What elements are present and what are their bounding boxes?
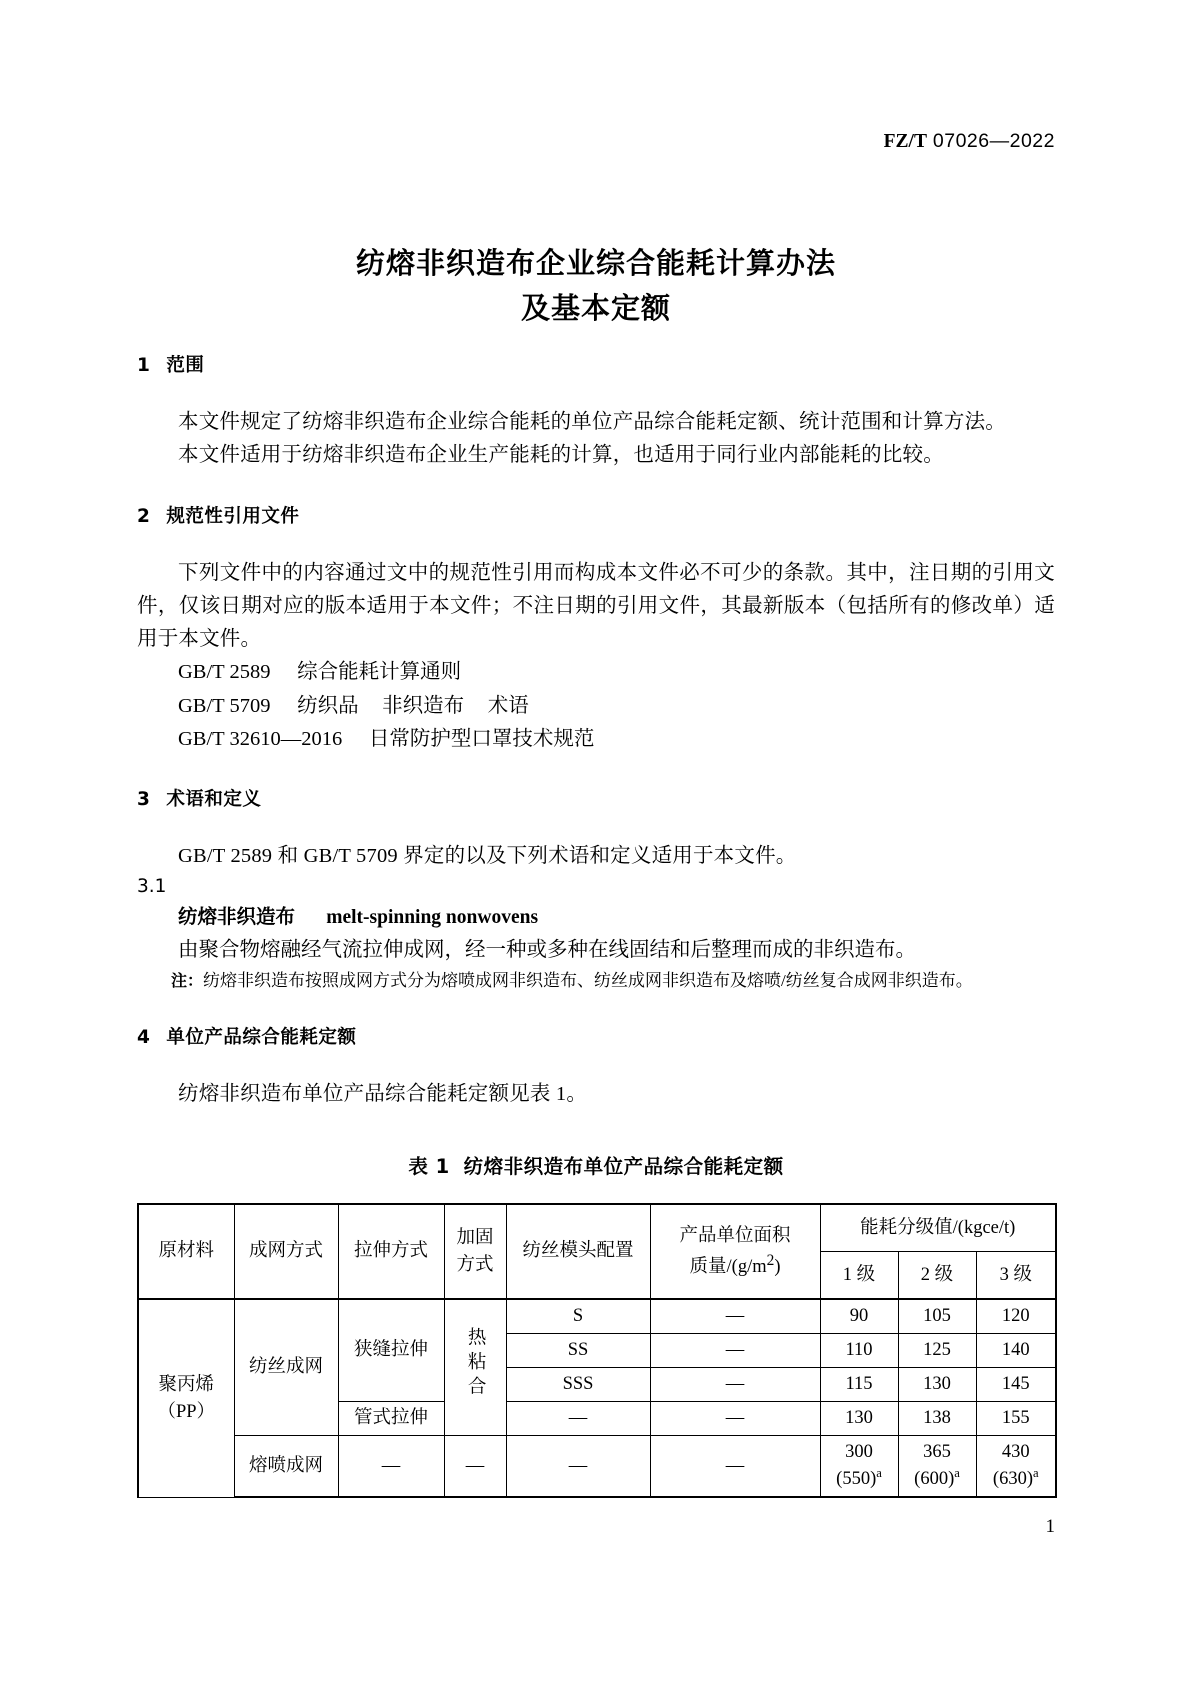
document-title-line1: 纺熔非织造布企业综合能耗计算办法 bbox=[355, 246, 836, 281]
col-header-grade-2: 2 级 bbox=[898, 1252, 976, 1300]
cell-grade-1-value: 300 bbox=[845, 1442, 873, 1463]
cell-grade-3: 155 bbox=[976, 1402, 1056, 1436]
cell-grade-3: 145 bbox=[976, 1368, 1056, 1402]
clause-1-paragraph-2: 本文件适用于纺熔非织造布企业生产能耗的计算，也适用于同行业内部能耗的比较。 bbox=[178, 444, 944, 467]
cell-drawing-slot: 狭缝拉伸 bbox=[338, 1299, 444, 1401]
clause-4-paragraph-1: 纺熔非织造布单位产品综合能耗定额见表 1。 bbox=[178, 1083, 588, 1106]
table-1-label: 表 1 bbox=[408, 1155, 450, 1179]
clause-4-heading bbox=[137, 1027, 1055, 1049]
table-row bbox=[138, 1436, 1056, 1498]
cell-die-config: — bbox=[506, 1436, 650, 1498]
clause-3-heading bbox=[137, 789, 1055, 811]
cell-bonding-dash: — bbox=[444, 1436, 506, 1498]
cell-die-config: SS bbox=[506, 1334, 650, 1368]
standard-number: 07026—2022 bbox=[932, 130, 1055, 152]
cell-grade-3 bbox=[976, 1436, 1056, 1498]
document-body bbox=[137, 355, 1055, 1498]
term-note-text: 纺熔非织造布按照成网方式分为熔喷成网非织造布、纺丝成网非织造布及熔喷/纺丝复合成网非织造布。 bbox=[203, 970, 973, 990]
col-header-raw-material: 原材料 bbox=[138, 1204, 234, 1299]
clause-4-number: 4 bbox=[137, 1026, 151, 1048]
normative-reference-2-title: 纺织品 bbox=[297, 694, 359, 717]
bonding-vertical-text: 热粘合 bbox=[465, 1327, 486, 1401]
clause-2-number: 2 bbox=[137, 505, 151, 527]
cell-web-forming-meltblown: 熔喷成网 bbox=[234, 1436, 338, 1498]
cell-raw-material-pp bbox=[138, 1299, 234, 1497]
normative-reference-3-title: 日常防护型口罩技术规范 bbox=[368, 727, 595, 750]
col-header-grade-3: 3 级 bbox=[976, 1252, 1056, 1300]
cell-unit-mass: — bbox=[650, 1299, 820, 1333]
cell-die-config: SSS bbox=[506, 1368, 650, 1402]
term-definition: 由聚合物熔融经气流拉伸成网，经一种或多种在线固结和后整理而成的非织造布。 bbox=[178, 938, 916, 961]
clause-1-paragraph-1: 本文件规定了纺熔非织造布企业综合能耗的单位产品综合能耗定额、统计范围和计算方法。 bbox=[178, 411, 1006, 434]
cell-grade-2-alt-value: (600) bbox=[914, 1469, 955, 1490]
normative-reference-2 bbox=[137, 690, 1055, 723]
term-chinese: 纺熔非织造布 bbox=[178, 905, 296, 929]
cell-grade-3-footnote-ref: a bbox=[1033, 1466, 1039, 1481]
col-header-bonding-line1: 加固 bbox=[456, 1228, 494, 1248]
table-row bbox=[138, 1299, 1056, 1333]
term-entry bbox=[137, 901, 1055, 934]
normative-reference-3-code: GB/T 32610—2016 bbox=[178, 727, 343, 750]
cell-drawing-dash: — bbox=[338, 1436, 444, 1498]
cell-grade-2-footnote-ref: a bbox=[954, 1466, 960, 1481]
raw-material-line2: （PP） bbox=[157, 1401, 216, 1422]
term-number: 3.1 bbox=[137, 876, 167, 898]
page-number: 1 bbox=[1045, 1516, 1055, 1537]
cell-grade-2: 125 bbox=[898, 1334, 976, 1368]
cell-grade-1 bbox=[820, 1436, 898, 1498]
table-1-body bbox=[138, 1299, 1056, 1497]
cell-grade-1: 115 bbox=[820, 1368, 898, 1402]
normative-reference-1 bbox=[137, 656, 1055, 689]
cell-grade-3-value: 430 bbox=[1001, 1442, 1030, 1463]
cell-unit-mass: — bbox=[650, 1436, 820, 1498]
cell-grade-3-alt bbox=[979, 1465, 1054, 1492]
normative-reference-1-code: GB/T 2589 bbox=[178, 661, 271, 684]
clause-1-heading bbox=[137, 355, 1055, 377]
clause-3-number: 3 bbox=[137, 789, 151, 810]
clause-4-title: 单位产品综合能耗定额 bbox=[166, 1026, 357, 1048]
clause-2-paragraph-1: 下列文件中的内容通过文中的规范性引用而构成本文件必不可少的条款。其中，注日期的引用文件，仅该日期对应的版本适用于本文件；不注日期的引用文件，其最新版本（包括所有的修改单）适用于本文件。 bbox=[137, 561, 1055, 651]
col-header-drawing-method: 拉伸方式 bbox=[338, 1204, 444, 1299]
cell-grade-3-alt-value: (630) bbox=[992, 1469, 1033, 1490]
clause-2-heading bbox=[137, 506, 1055, 528]
normative-reference-2-title3: 术语 bbox=[487, 694, 529, 717]
cell-grade-1-alt bbox=[823, 1465, 896, 1492]
cell-grade-2 bbox=[898, 1436, 976, 1498]
document-title-line2: 及基本定额 bbox=[520, 291, 671, 326]
col-header-bonding-line2: 方式 bbox=[456, 1254, 494, 1275]
table-1-caption bbox=[137, 1151, 1055, 1179]
cell-grade-2: 105 bbox=[898, 1299, 976, 1333]
cell-grade-3: 140 bbox=[976, 1334, 1056, 1368]
col-header-energy-grades-group: 能耗分级值/(kgce/t) bbox=[820, 1204, 1056, 1252]
normative-reference-2-code: GB/T 5709 bbox=[178, 694, 271, 717]
cell-bonding-thermal bbox=[444, 1299, 506, 1435]
col-header-web-forming: 成网方式 bbox=[234, 1204, 338, 1299]
standard-code: FZ/T bbox=[883, 131, 927, 152]
col-header-unit-area-mass bbox=[650, 1204, 820, 1299]
cell-grade-1: 110 bbox=[820, 1334, 898, 1368]
clause-2-title: 规范性引用文件 bbox=[166, 505, 300, 527]
table-header-row-1 bbox=[138, 1204, 1056, 1252]
cell-drawing-tube: 管式拉伸 bbox=[338, 1402, 444, 1436]
clause-3-title: 术语和定义 bbox=[166, 789, 262, 810]
cell-grade-2: 130 bbox=[898, 1368, 976, 1402]
table-1-header bbox=[138, 1204, 1056, 1299]
col-header-mass-line2 bbox=[653, 1250, 818, 1281]
term-english: melt-spinning nonwovens bbox=[326, 907, 539, 929]
cell-unit-mass: — bbox=[650, 1334, 820, 1368]
document-title bbox=[137, 241, 1055, 331]
cell-grade-1-alt-value: (550) bbox=[836, 1469, 877, 1490]
cell-web-forming-spunbond: 纺丝成网 bbox=[234, 1299, 338, 1435]
cell-grade-1: 130 bbox=[820, 1402, 898, 1436]
normative-reference-1-title: 综合能耗计算通则 bbox=[297, 661, 462, 684]
col-header-die-config: 纺丝模头配置 bbox=[506, 1204, 650, 1299]
cell-grade-3: 120 bbox=[976, 1299, 1056, 1333]
clause-3-paragraph-1: GB/T 2589 和 GB/T 5709 界定的以及下列术语和定义适用于本文件。 bbox=[178, 845, 797, 868]
term-note-label: 注： bbox=[171, 970, 204, 990]
col-header-mass-unit-sup: 2 bbox=[766, 1251, 775, 1269]
col-header-mass-line1: 产品单位面积 bbox=[679, 1225, 791, 1246]
cell-unit-mass: — bbox=[650, 1368, 820, 1402]
cell-grade-2: 138 bbox=[898, 1402, 976, 1436]
cell-grade-1: 90 bbox=[820, 1299, 898, 1333]
cell-grade-2-alt bbox=[901, 1465, 974, 1492]
table-1-title: 纺熔非织造布单位产品综合能耗定额 bbox=[463, 1155, 784, 1179]
cell-die-config: — bbox=[506, 1402, 650, 1436]
cell-unit-mass: — bbox=[650, 1402, 820, 1436]
term-note bbox=[137, 967, 1055, 994]
cell-grade-1-footnote-ref: a bbox=[876, 1466, 882, 1481]
clause-1-number: 1 bbox=[137, 355, 151, 376]
col-header-mass-unit-pre: 质量/(g/m bbox=[689, 1256, 767, 1277]
cell-grade-2-value: 365 bbox=[923, 1442, 951, 1463]
col-header-mass-unit-post: ) bbox=[774, 1256, 781, 1277]
cell-die-config: S bbox=[506, 1299, 650, 1333]
col-header-grade-1: 1 级 bbox=[820, 1252, 898, 1300]
col-header-bonding-method bbox=[444, 1204, 506, 1299]
normative-reference-2-title2: 非织造布 bbox=[382, 694, 465, 717]
running-header bbox=[884, 130, 1055, 153]
raw-material-line1: 聚丙烯 bbox=[158, 1374, 214, 1395]
clause-1-title: 范围 bbox=[166, 355, 205, 376]
table-1 bbox=[137, 1203, 1057, 1498]
normative-reference-3 bbox=[137, 723, 1055, 756]
